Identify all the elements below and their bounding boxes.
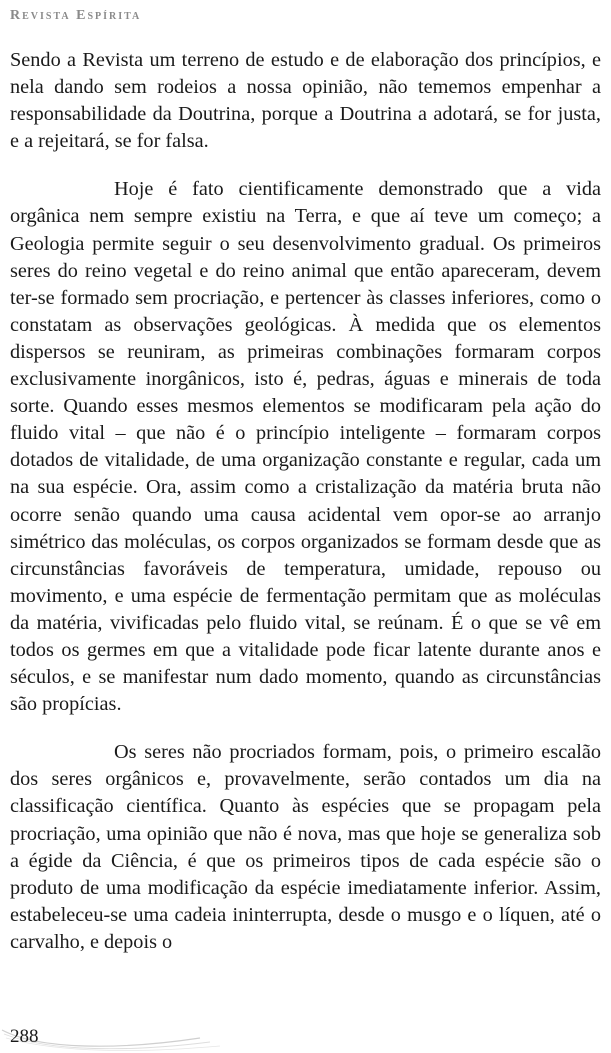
page-footer: [0, 1016, 611, 1053]
paragraph: Hoje é fato cientificamente demonstrado que a vida orgânica nem sempre existiu na Terra, e que aí teve um começo; a Geologia permite seguir o seu desenvolvimento gradual. Os primeiros seres do reino vegetal e do reino animal que então apareceram, devem ter-se formado sem procriação, e pertencer às classes inferiores, como o constatam as observações geológicas. À medida que os elementos dispersos se reuniram, as primeiras combinações formaram corpos exclusivamente inorgânicos, isto é, pedras, águas e minerais de toda sorte. Quando esses mesmos elementos se modificaram pela ação do fluido vital – que não é o princípio inteligente – formaram corpos dotados de vitalidade, de uma organização constante e regular, cada um na sua espécie. Ora, assim como a cristalização da matéria bruta não ocorre senão quando uma causa acidental vem opor-se ao arranjo simétrico das moléculas, os corpos organizados se formam desde que as circunstâncias favoráveis de temperatura, umidade, repouso ou movimento, e uma espécie de fermentação permitam que as moléculas da matéria, vivificadas pelo fluido vital, se reúnam. É o que se vê em todos os germes em que a vitalidade pode ficar latente durante anos e séculos, e se manifestar num dado momento, quando as circunstâncias são propícias.: [10, 178, 601, 716]
paragraph: Os seres não procriados formam, pois, o primeiro escalão dos seres orgânicos e, provavelmente, serão contados um dia na classificação científica. Quanto às espécies que se propagam pela procriação, uma opinião que não é nova, mas que hoje se generaliza sob a égide da Ciência, é que os primeiros tipos de cada espécie são o produto de uma modificação da espécie imediatamente inferior. Assim, estabeleceu-se uma cadeia ininterrupta, desde o musgo e o líquen, até o carvalho, e depois o: [10, 741, 601, 953]
body-text: [10, 47, 601, 977]
running-header: Revista Espírita: [10, 8, 142, 23]
paragraph: Sendo a Revista um terreno de estudo e de elaboração dos princípios, e nela dando sem rodeios a nossa opinião, não tememos empenhar a responsabilidade da Doutrina, porque a Doutrina a adotará, se for justa, e a rejeitará, se for falsa.: [10, 49, 601, 153]
page-number: 288: [10, 1026, 39, 1047]
